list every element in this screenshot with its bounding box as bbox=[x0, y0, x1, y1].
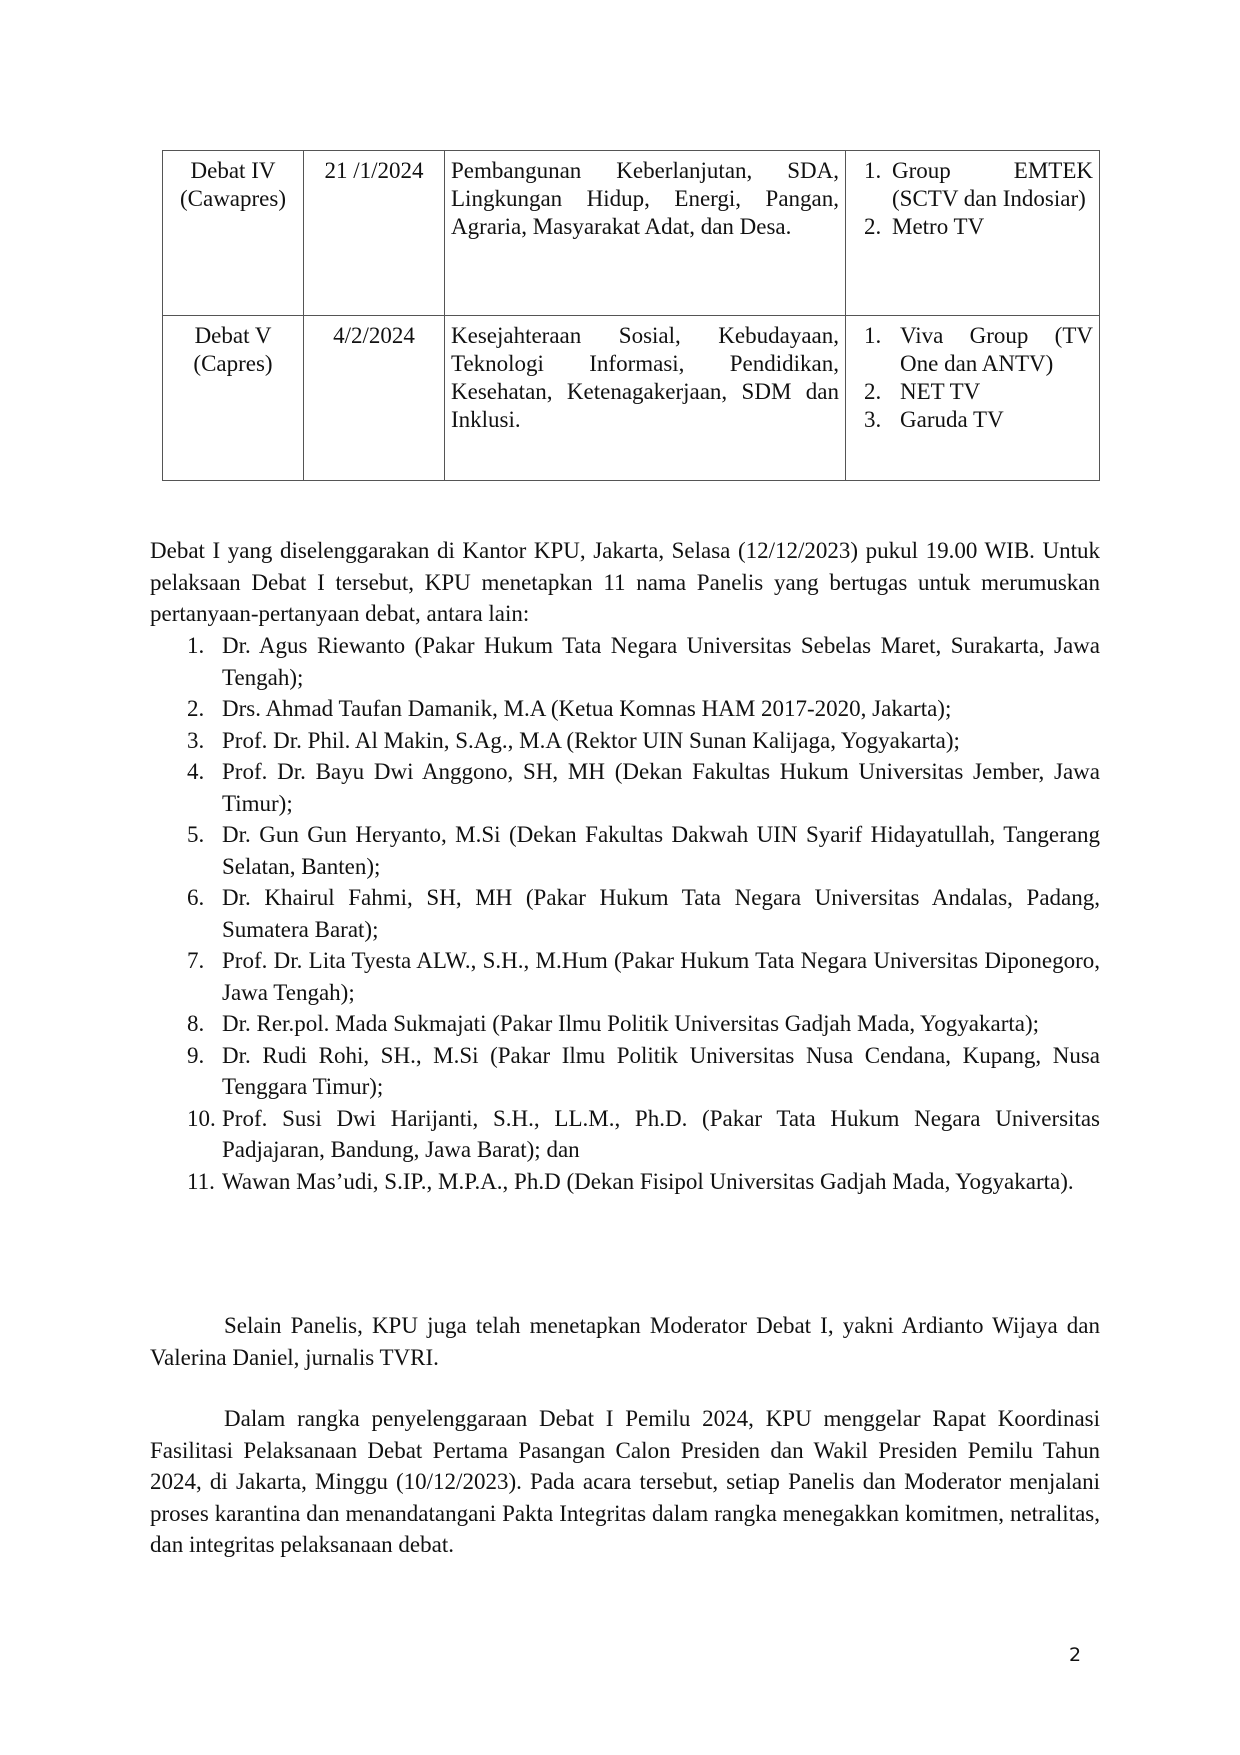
broadcaster-name: Viva Group (TV One dan ANTV) bbox=[900, 323, 1093, 376]
list-item bbox=[150, 945, 1100, 1008]
list-number: 4. bbox=[187, 759, 205, 784]
broadcaster-cell bbox=[846, 151, 1100, 316]
list-item bbox=[150, 1166, 1100, 1198]
list-item bbox=[150, 756, 1100, 819]
list-number: 11. bbox=[187, 1168, 215, 1194]
list-item bbox=[852, 322, 1093, 378]
debate-schedule-table bbox=[162, 150, 1100, 481]
panelist-text: Prof. Dr. Phil. Al Makin, S.Ag., M.A (Rektor UIN Sunan Kalijaga, Yogyakarta); bbox=[222, 727, 960, 753]
debate-name-cell bbox=[163, 151, 304, 316]
panelist-text: Prof. Dr. Lita Tyesta ALW., S.H., M.Hum (Pakar Hukum Tata Negara Universitas Diponegoro, Jawa Tengah); bbox=[222, 948, 1100, 1005]
list-item bbox=[150, 693, 1100, 725]
list-item bbox=[852, 157, 1093, 213]
list-number: 2. bbox=[864, 214, 882, 239]
intro-paragraph: Debat I yang diselenggarakan di Kantor KPU, Jakarta, Selasa (12/12/2023) pukul 19.00 WIB. Untuk pelaksaan Debat I tersebut, KPU menetapkan 11 nama Panelis yang bertugas untuk merumuskan pertanyaan-pertanyaan debat, antara lain: bbox=[150, 538, 1100, 626]
broadcaster-list bbox=[852, 322, 1093, 434]
panelist-text: Prof. Dr. Bayu Dwi Anggono, SH, MH (Dekan Fakultas Hukum Universitas Jember, Jawa Timur); bbox=[222, 759, 1100, 816]
list-number: 5. bbox=[187, 822, 205, 847]
moderator-paragraph: Selain Panelis, KPU juga telah menetapkan Moderator Debat I, yakni Ardianto Wijaya dan Valerina Daniel, jurnalis TVRI. bbox=[150, 1313, 1100, 1370]
list-item bbox=[150, 882, 1100, 945]
list-number: 3. bbox=[864, 407, 882, 432]
debate-topic: Pembangunan Keberlanjutan, SDA, Lingkungan Hidup, Energi, Pangan, Agraria, Masyarakat Adat, dan Desa. bbox=[445, 151, 846, 316]
broadcaster-name: NET TV bbox=[900, 379, 981, 404]
table-row bbox=[163, 151, 1100, 316]
panelist-text: Wawan Mas’udi, S.IP., M.P.A., Ph.D (Dekan Fisipol Universitas Gadjah Mada, Yogyakarta). bbox=[222, 1168, 1074, 1194]
panelist-list bbox=[150, 630, 1100, 1197]
broadcaster-list bbox=[852, 157, 1093, 241]
list-item bbox=[852, 213, 1093, 241]
list-number: 3. bbox=[187, 727, 205, 753]
list-item bbox=[150, 1008, 1100, 1040]
panelist-text: Dr. Khairul Fahmi, SH, MH (Pakar Hukum Tata Negara Universitas Andalas, Padang, Sumatera Barat); bbox=[222, 885, 1100, 942]
list-item bbox=[150, 725, 1100, 757]
debate-date: 21 /1/2024 bbox=[304, 151, 445, 316]
broadcaster-name: Garuda TV bbox=[900, 407, 1004, 432]
broadcaster-cell bbox=[846, 316, 1100, 481]
debate-role: (Cawapres) bbox=[179, 186, 286, 211]
debate-topic: Kesejahteraan Sosial, Kebudayaan, Teknologi Informasi, Pendidikan, Kesehatan, Ketenagakerjaan, SDM dan Inklusi. bbox=[445, 316, 846, 481]
list-number: 2. bbox=[864, 379, 882, 404]
panelist-text: Dr. Gun Gun Heryanto, M.Si (Dekan Fakultas Dakwah UIN Syarif Hidayatullah, Tangerang Selatan, Banten); bbox=[222, 822, 1100, 879]
list-number: 8. bbox=[187, 1011, 205, 1036]
list-number: 6. bbox=[187, 885, 205, 910]
panelist-text: Prof. Susi Dwi Harijanti, S.H., LL.M., Ph.D. (Pakar Tata Hukum Negara Universitas Padjajaran, Bandung, Jawa Barat); dan bbox=[222, 1105, 1100, 1162]
broadcaster-name: Metro TV bbox=[892, 214, 985, 239]
list-item bbox=[150, 1103, 1100, 1166]
debate-name: Debat IV bbox=[190, 158, 276, 183]
list-number: 9. bbox=[187, 1042, 205, 1068]
debate-date: 4/2/2024 bbox=[304, 316, 445, 481]
debate-name-cell bbox=[163, 316, 304, 481]
list-number: 7. bbox=[187, 948, 205, 973]
rakor-paragraph: Dalam rangka penyelenggaraan Debat I Pemilu 2024, KPU menggelar Rapat Koordinasi Fasilitasi Pelaksanaan Debat Pertama Pasangan Calon Presiden dan Wakil Presiden Pemilu Tahun 2024, di Jakarta, Minggu (10/12/2023). Pada acara tersebut, setiap Panelis dan Moderator menjalani proses karantina dan menandatangani Pakta Integritas dalam rangka menegakkan komitmen, netralitas, dan integritas pelaksanaan debat. bbox=[150, 1406, 1100, 1557]
list-number: 1. bbox=[187, 633, 205, 658]
list-number: 1. bbox=[864, 158, 882, 183]
debate-role: (Capres) bbox=[193, 351, 273, 376]
panelist-text: Dr. Rudi Rohi, SH., M.Si (Pakar Ilmu Politik Universitas Nusa Cendana, Kupang, Nusa Tenggara Timur); bbox=[222, 1042, 1100, 1099]
list-item bbox=[852, 406, 1093, 434]
panelist-text: Dr. Agus Riewanto (Pakar Hukum Tata Negara Universitas Sebelas Maret, Surakarta, Jawa Tengah); bbox=[222, 633, 1100, 690]
list-number: 10. bbox=[187, 1105, 216, 1131]
list-item bbox=[150, 630, 1100, 693]
page-number: 2 bbox=[1069, 1644, 1082, 1666]
list-item bbox=[150, 1040, 1100, 1103]
debate-name: Debat V bbox=[194, 323, 272, 348]
panelist-text: Drs. Ahmad Taufan Damanik, M.A (Ketua Komnas HAM 2017-2020, Jakarta); bbox=[222, 696, 952, 721]
list-number: 2. bbox=[187, 696, 205, 721]
table-row bbox=[163, 316, 1100, 481]
panelist-text: Dr. Rer.pol. Mada Sukmajati (Pakar Ilmu Politik Universitas Gadjah Mada, Yogyakarta); bbox=[222, 1011, 1040, 1036]
list-item bbox=[150, 819, 1100, 882]
list-number: 1. bbox=[864, 323, 882, 348]
broadcaster-name: Group EMTEK (SCTV dan Indosiar) bbox=[892, 158, 1093, 211]
list-item bbox=[852, 378, 1093, 406]
